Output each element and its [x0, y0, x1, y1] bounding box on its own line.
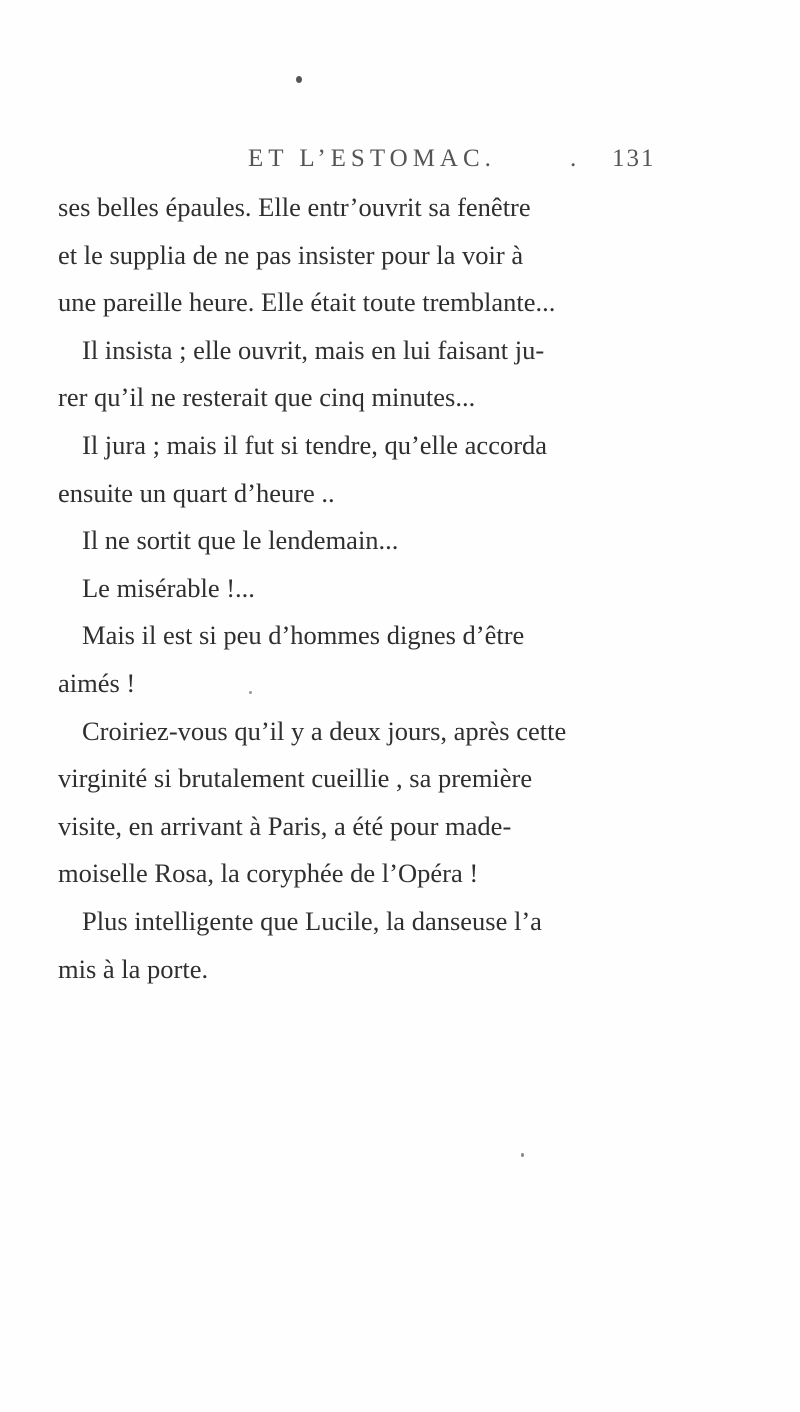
- text-line: Il jura ; mais il fut si tendre, qu’elle accorda: [82, 429, 548, 460]
- text-line: une pareille heure. Elle était toute tremblante...: [58, 287, 556, 318]
- text-line: Plus intelligente que Lucile, la danseuse l’a: [82, 905, 542, 936]
- text-line: ses belles épaules. Elle entr’ouvrit sa fenêtre: [58, 192, 531, 222]
- text-line: Croiriez-vous qu’il y a deux jours, après cette: [82, 715, 567, 746]
- text-line: aimés !: [58, 667, 136, 698]
- ink-speck-top: [296, 76, 302, 83]
- page-number: 131: [612, 145, 656, 172]
- body-text: [58, 184, 758, 993]
- text-line: moiselle Rosa, la coryphée de l’Opéra !: [58, 858, 479, 889]
- text-line: visite, en arrivant à Paris, a été pour made-: [58, 810, 512, 841]
- ink-speck-bottom: [521, 1153, 524, 1157]
- header-separator: .: [570, 145, 577, 172]
- text-line: ensuite un quart d’heure ..: [58, 477, 335, 508]
- text-line: et le supplia de ne pas insister pour la voir à: [58, 239, 524, 270]
- text-line: mis à la porte.: [58, 953, 209, 984]
- running-title: ET L’ESTOMAC.: [248, 145, 496, 172]
- text-line: Il insista ; elle ouvrit, mais en lui faisant ju-: [82, 334, 545, 365]
- page-header: [248, 145, 656, 185]
- text-line: Mais il est si peu d’hommes dignes d’être: [82, 620, 525, 651]
- text-line: virginité si brutalement cueillie , sa première: [58, 763, 533, 794]
- text-line: Le misérable !...: [82, 572, 255, 603]
- text-line: rer qu’il ne resterait que cinq minutes...: [58, 382, 476, 413]
- text-line: Il ne sortit que le lendemain...: [82, 525, 399, 556]
